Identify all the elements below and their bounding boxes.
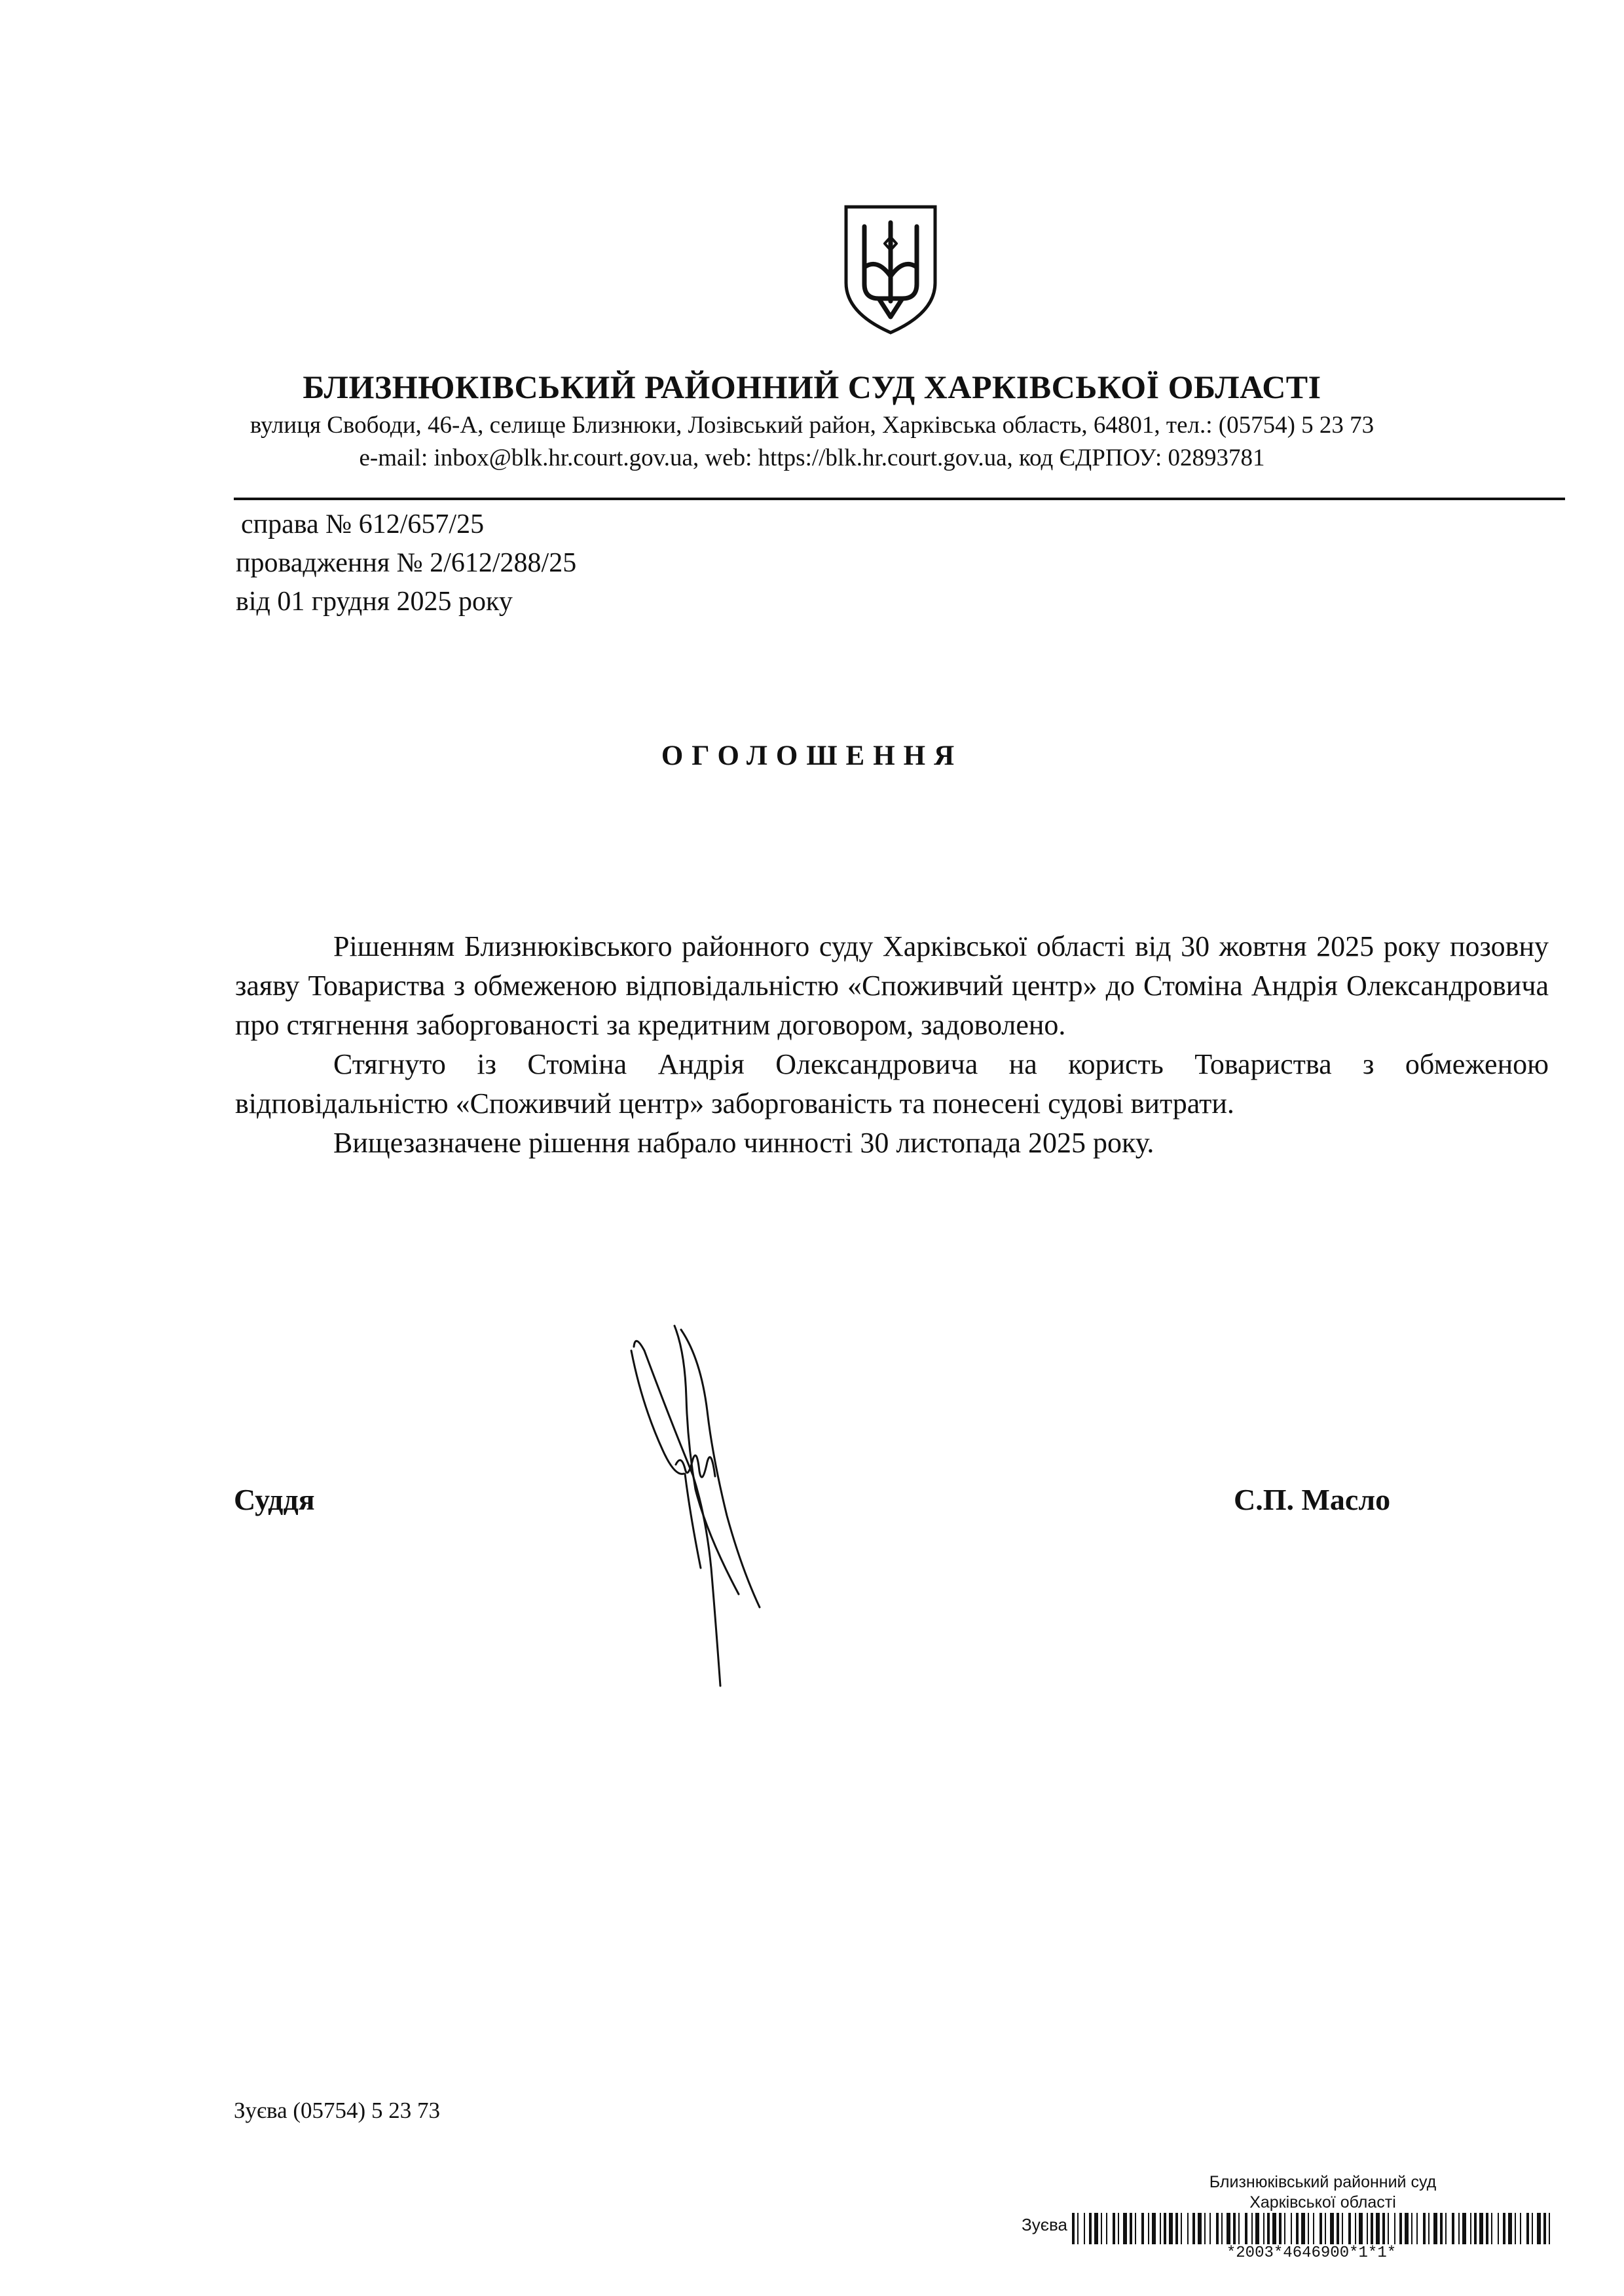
barcode-bar xyxy=(1470,2213,1471,2244)
barcode-bar xyxy=(1187,2213,1189,2244)
barcode-bar xyxy=(1382,2213,1385,2244)
barcode-bar xyxy=(1169,2213,1173,2244)
barcode-bar xyxy=(1106,2213,1107,2244)
barcode-bar xyxy=(1130,2213,1132,2244)
barcode-bar xyxy=(1181,2213,1182,2244)
barcode-bar xyxy=(1445,2213,1447,2244)
barcode-bar xyxy=(1526,2213,1529,2244)
paragraph-decision: Рішенням Близнюківського районного суду Харківської області від 30 жовтня 2025 року позовну заяву Товариства з обмеженою відповідальністю «Споживчий центр» до Стоміна Андрія Олександровича про стягнення заборгованості за кредитним договором, задоволено. xyxy=(235,930,1549,1041)
barcode-bar xyxy=(1296,2213,1299,2244)
barcode-bar xyxy=(1238,2213,1240,2244)
barcode-bar xyxy=(1491,2213,1492,2244)
court-contacts: e-mail: inbox@blk.hr.court.gov.ua, web: https://blk.hr.court.gov.ua, код ЄДРПОУ: 02893781 xyxy=(359,445,1265,471)
barcode-bar xyxy=(1255,2213,1259,2244)
barcode-bar xyxy=(1216,2213,1219,2244)
barcode-bar xyxy=(1549,2213,1550,2244)
barcode-bar xyxy=(1320,2213,1322,2244)
barcode-bar xyxy=(1072,2213,1075,2244)
barcode-bar xyxy=(1164,2213,1166,2244)
barcode-bar xyxy=(1543,2213,1546,2244)
barcode-bar xyxy=(1251,2213,1253,2244)
barcode-bar xyxy=(1503,2213,1505,2244)
barcode-bar xyxy=(1423,2213,1426,2244)
barcode-bar xyxy=(1192,2213,1195,2244)
barcode-bar xyxy=(1152,2213,1156,2244)
barcode-bar xyxy=(1479,2213,1483,2244)
barcode-bar xyxy=(1245,2213,1247,2244)
barcode-bar xyxy=(1279,2213,1282,2244)
barcode-bar xyxy=(1394,2213,1395,2244)
barcode-bar xyxy=(1148,2213,1149,2244)
barcode-bar xyxy=(1532,2213,1533,2244)
barcode-bar xyxy=(1411,2213,1412,2244)
barcode-bar xyxy=(1077,2213,1079,2244)
barcode-bar xyxy=(1498,2213,1499,2244)
proceeding-number: провадження № 2/612/288/25 xyxy=(236,548,577,578)
barcode-bar xyxy=(1342,2213,1343,2244)
barcode-code: *2003*4646900*1*1* xyxy=(1226,2244,1397,2262)
barcode-bar xyxy=(1118,2213,1119,2244)
barcode-bar xyxy=(1263,2213,1264,2244)
barcode-bar xyxy=(1325,2213,1326,2244)
barcode-bar xyxy=(1371,2213,1373,2244)
barcode-bar xyxy=(1101,2213,1102,2244)
barcode-bar xyxy=(1452,2213,1454,2244)
barcode-bar xyxy=(1301,2213,1305,2244)
barcode-bar xyxy=(1141,2213,1144,2244)
header-divider xyxy=(234,498,1565,500)
barcode-bar xyxy=(1508,2213,1512,2244)
signer-name: С.П. Масло xyxy=(1234,1483,1391,1516)
barcode-bar xyxy=(1123,2213,1127,2244)
barcode-bar xyxy=(1175,2213,1178,2244)
paragraph-recovery: Стягнуто із Стоміна Андрія Олександровича на користь Товариства з обмеженою відповідальністю «Споживчий центр» заборгованість та понесені судові витрати. xyxy=(235,1048,1549,1120)
barcode-icon xyxy=(1071,2213,1552,2244)
barcode-bar xyxy=(1227,2213,1230,2244)
barcode-bar xyxy=(1474,2213,1477,2244)
barcode-bar xyxy=(1428,2213,1430,2244)
barcode-bar xyxy=(1486,2213,1488,2244)
barcode-bar xyxy=(1462,2213,1466,2244)
barcode-bar xyxy=(1272,2213,1276,2244)
paragraph-effective-date: Вищезазначене рішення набрало чинності 30 листопада 2025 року. xyxy=(333,1127,1154,1159)
barcode-bar xyxy=(1284,2213,1285,2244)
barcode-bar xyxy=(1308,2213,1309,2244)
barcode-bar xyxy=(1440,2213,1443,2244)
barcode-bar xyxy=(1416,2213,1418,2244)
handwritten-signature xyxy=(622,1319,779,1705)
barcode-bar xyxy=(1348,2213,1351,2244)
barcode-bar xyxy=(1209,2213,1211,2244)
barcode-bar xyxy=(1355,2213,1356,2244)
barcode-bar xyxy=(1204,2213,1206,2244)
barcode-bar xyxy=(1094,2213,1098,2244)
case-details xyxy=(236,505,576,621)
barcode-bar xyxy=(1267,2213,1270,2244)
barcode-bar xyxy=(1291,2213,1292,2244)
barcode-bar xyxy=(1359,2213,1363,2244)
stamp-user: Зуєва xyxy=(1022,2215,1067,2234)
barcode-bar xyxy=(1376,2213,1380,2244)
barcode-bar xyxy=(1233,2213,1236,2244)
coat-of-arms-trident-icon xyxy=(842,203,939,335)
court-address: вулиця Свободи, 46-А, селище Близнюки, Лозівський район, Харківська область, 64801, тел.: (05754) 5 23 73 xyxy=(249,412,1375,439)
stamp-org-line1: Близнюківський районний суд xyxy=(1209,2173,1437,2191)
executor-contact: Зуєва (05754) 5 23 73 xyxy=(234,2098,440,2123)
barcode-bar xyxy=(1221,2213,1223,2244)
case-date: від 01 грудня 2025 року xyxy=(236,587,513,617)
barcode-bar xyxy=(1089,2213,1092,2244)
barcode-bar xyxy=(1337,2213,1339,2244)
barcode-bar xyxy=(1520,2213,1521,2244)
barcode-bar xyxy=(1135,2213,1136,2244)
barcode-bar xyxy=(1160,2213,1161,2244)
barcode-bar xyxy=(1405,2213,1409,2244)
barcode-bar xyxy=(1313,2213,1314,2244)
document-title: ОГОЛОШЕННЯ xyxy=(661,740,963,771)
barcode-bar xyxy=(1084,2213,1085,2244)
barcode-bar xyxy=(1537,2213,1541,2244)
barcode-bar xyxy=(1198,2213,1202,2244)
barcode-bar xyxy=(1388,2213,1389,2244)
barcode-bar xyxy=(1458,2213,1460,2244)
barcode-bar xyxy=(1330,2213,1334,2244)
court-name: БЛИЗНЮКІВСЬКИЙ РАЙОННИЙ СУД ХАРКІВСЬКОЇ ОБЛАСТІ xyxy=(303,369,1321,405)
case-number: справа № 612/657/25 xyxy=(241,509,485,539)
barcode-bar xyxy=(1113,2213,1115,2244)
announcement-body xyxy=(235,927,1549,1163)
stamp-org-line2: Харківської області xyxy=(1249,2193,1396,2212)
barcode-bar xyxy=(1515,2213,1516,2244)
barcode-bar xyxy=(1433,2213,1437,2244)
barcode-bar xyxy=(1367,2213,1368,2244)
barcode-bar xyxy=(1399,2213,1402,2244)
signer-role: Суддя xyxy=(234,1483,315,1516)
